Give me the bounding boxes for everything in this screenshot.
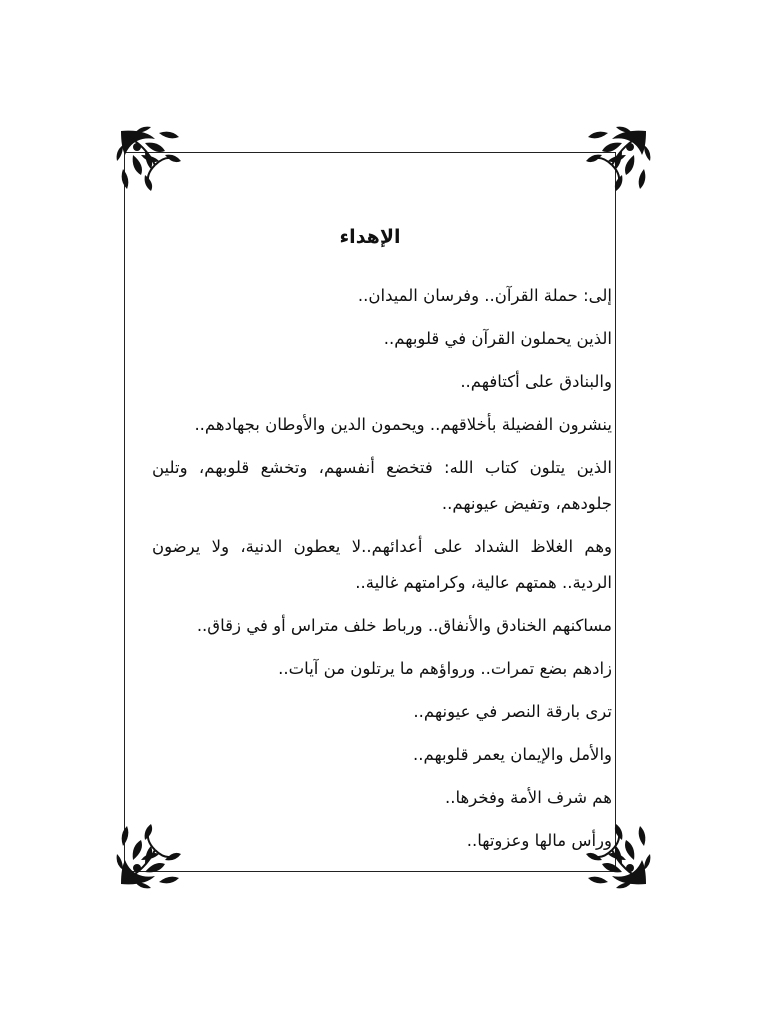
text-line: ترى بارقة النصر في عيونهم.. — [413, 702, 612, 721]
text-line: ينشرون الفضيلة بأخلاقهم.. ويحمون الدين والأوطان بجهادهم.. — [194, 415, 612, 434]
text-line: مساكنهم الخنادق والأنفاق.. ورباط خلف متراس أو في زقاق.. — [196, 616, 612, 635]
page-title: الإهداء — [339, 226, 401, 248]
text-line: زادهم بضع تمرات.. ورواؤهم ما يرتلون من آيات.. — [278, 659, 612, 678]
dedication-text — [152, 284, 612, 852]
text-line: الذين يتلون كتاب الله: فتخضع أنفسهم، وتخشع قلوبهم، وتلين — [152, 458, 612, 477]
text-line: إلى: حملة القرآن.. وفرسان الميدان.. — [357, 286, 612, 305]
text-line: ورأس مالها وعزوتها.. — [466, 831, 612, 850]
text-line: هم شرف الأمة وفخرها.. — [445, 788, 612, 807]
floral-corner-top-left-icon — [115, 125, 195, 205]
text-line: والبنادق على أكتافهم.. — [460, 372, 612, 391]
floral-corner-top-right-icon — [572, 125, 652, 205]
text-line: الردية.. همتهم عالية، وكرامتهم غالية.. — [355, 573, 612, 592]
text-line: والأمل والإيمان يعمر قلوبهم.. — [412, 745, 612, 764]
text-line: الذين يحملون القرآن في قلوبهم.. — [383, 329, 612, 348]
text-line: جلودهم، وتفيض عيونهم.. — [441, 494, 612, 513]
text-line: وهم الغلاظ الشداد على أعدائهم..لا يعطون الدنية، ولا يرضون — [152, 537, 612, 556]
